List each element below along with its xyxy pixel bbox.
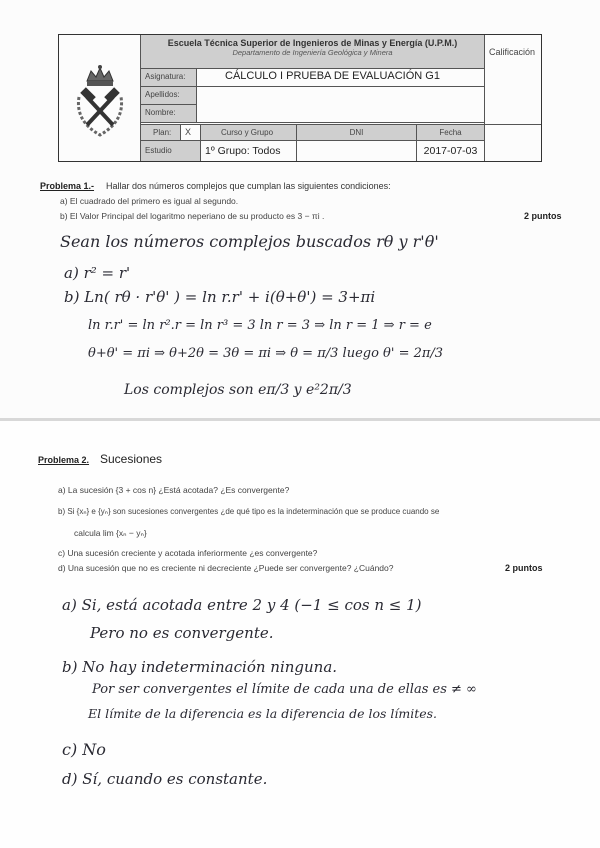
- plan-value-cell: [181, 125, 201, 141]
- curso-grupo-label: Curso y Grupo: [221, 128, 274, 137]
- asignatura-label: Asignatura:: [145, 72, 186, 81]
- plan-value: X: [185, 127, 192, 137]
- apellidos-nombre-value-cell: [197, 87, 485, 123]
- grupo-value-cell: [201, 141, 297, 161]
- problem2-answer-b-cont-2: El límite de la diferencia es la diferencia de los límites.: [88, 706, 438, 721]
- problem1-answer-line-5: θ+θ' = πi ⇒ θ+2θ = 3θ = πi ⇒ θ = π/3 luego θ' = 2π/3: [88, 346, 444, 361]
- estudio-label: Estudio: [145, 146, 172, 155]
- problem1-statement: Hallar dos números complejos que cumplan las siguientes condiciones:: [106, 181, 391, 191]
- apellidos-label-cell: [141, 87, 197, 105]
- school-title-cell: [141, 35, 485, 69]
- fecha-value-cell: [417, 141, 485, 161]
- problem1-item-b: b) El Valor Principal del logaritmo neperiano de su producto es 3 − πi .: [60, 211, 325, 221]
- fecha-value: 2017-07-03: [423, 145, 478, 157]
- calificacion-label: Calificación: [489, 47, 536, 57]
- fecha-label-cell: [417, 125, 485, 141]
- problem1-answer-line-2: a) r² = r': [64, 264, 131, 282]
- problem1-title: Problema 1.-: [40, 181, 95, 191]
- problem2-title: Problema 2.: [38, 455, 90, 465]
- dni-value-cell: [297, 141, 417, 161]
- nombre-label: Nombre:: [145, 108, 176, 117]
- plan-label-cell: [141, 125, 181, 141]
- problem2-answer-a: a) Si, está acotada entre 2 y 4 (−1 ≤ cos n ≤ 1): [62, 596, 422, 614]
- dni-label-cell: [297, 125, 417, 141]
- school-crest-icon: [67, 63, 133, 141]
- problem2-item-a: a) La sucesión {3 + cos n} ¿Está acotada? ¿Es convergente?: [58, 485, 290, 495]
- asignatura-value: CÁLCULO I PRUEBA DE EVALUACIÓN G1: [225, 70, 440, 82]
- apellidos-label: Apellidos:: [145, 90, 180, 99]
- problem1-answer-line-6: Los complejos son eπ/3 y e²2π/3: [124, 382, 352, 398]
- department-name: Departamento de Ingeniería Geológica y Minera: [232, 48, 393, 57]
- school-name: Escuela Técnica Superior de Ingenieros de Minas y Energía (U.P.M.): [167, 38, 458, 48]
- dni-label: DNI: [349, 128, 364, 137]
- plan-label: Plan:: [153, 128, 172, 137]
- problem1-answer-line-4: ln r.r' = ln r².r = ln r³ = 3 ln r = 3 ⇒ ln r = 1 ⇒ r = e: [88, 318, 432, 333]
- exam-header-table: [58, 34, 542, 162]
- curso-grupo-label-cell: [201, 125, 297, 141]
- estudio-label-cell: [141, 141, 201, 161]
- calificacion-bottom-cell: [485, 123, 541, 161]
- problem2-answer-d: d) Sí, cuando es constante.: [62, 770, 268, 788]
- asignatura-value-cell: [197, 69, 485, 87]
- problem2-answer-a-cont: Pero no es convergente.: [90, 624, 274, 642]
- problem2-answer-c: c) No: [62, 740, 106, 759]
- problem2-item-d: d) Una sucesión que no es creciente ni decreciente ¿Puede ser convergente? ¿Cuándo?: [58, 563, 394, 573]
- problem2-item-c: c) Una sucesión creciente y acotada inferiormente ¿es convergente?: [58, 548, 318, 558]
- emblem-cell: [59, 35, 141, 161]
- problem2-answer-b-cont-1: Por ser convergentes el límite de cada una de ellas es ≠ ∞: [92, 682, 477, 697]
- problem1-item-a: a) El cuadrado del primero es igual al segundo.: [60, 196, 239, 206]
- problem2-answer-b: b) No hay indeterminación ninguna.: [62, 658, 338, 676]
- problem2-points: 2 puntos: [505, 563, 543, 573]
- calificacion-cell: [485, 35, 541, 125]
- problem1-answer-line-3: b) Ln( rθ · r'θ' ) = ln r.r' + i(θ+θ') = 3+πi: [64, 288, 376, 306]
- grupo-value: 1º Grupo: Todos: [205, 145, 281, 157]
- nombre-label-cell: [141, 105, 197, 123]
- problem1-answer-line-1: Sean los números complejos buscados rθ y r'θ': [60, 232, 439, 251]
- problem2-item-b: b) Si {xₙ} e {yₙ} son sucesiones convergentes ¿de qué tipo es la indeterminación que se produce cuando se: [58, 507, 440, 516]
- problem2-subtitle: Sucesiones: [100, 452, 163, 466]
- problem1-points: 2 puntos: [524, 211, 562, 221]
- asignatura-label-cell: [141, 69, 197, 87]
- fecha-label: Fecha: [439, 128, 462, 137]
- problem2-item-b-limit: calcula lim {xₙ − yₙ}: [74, 528, 147, 538]
